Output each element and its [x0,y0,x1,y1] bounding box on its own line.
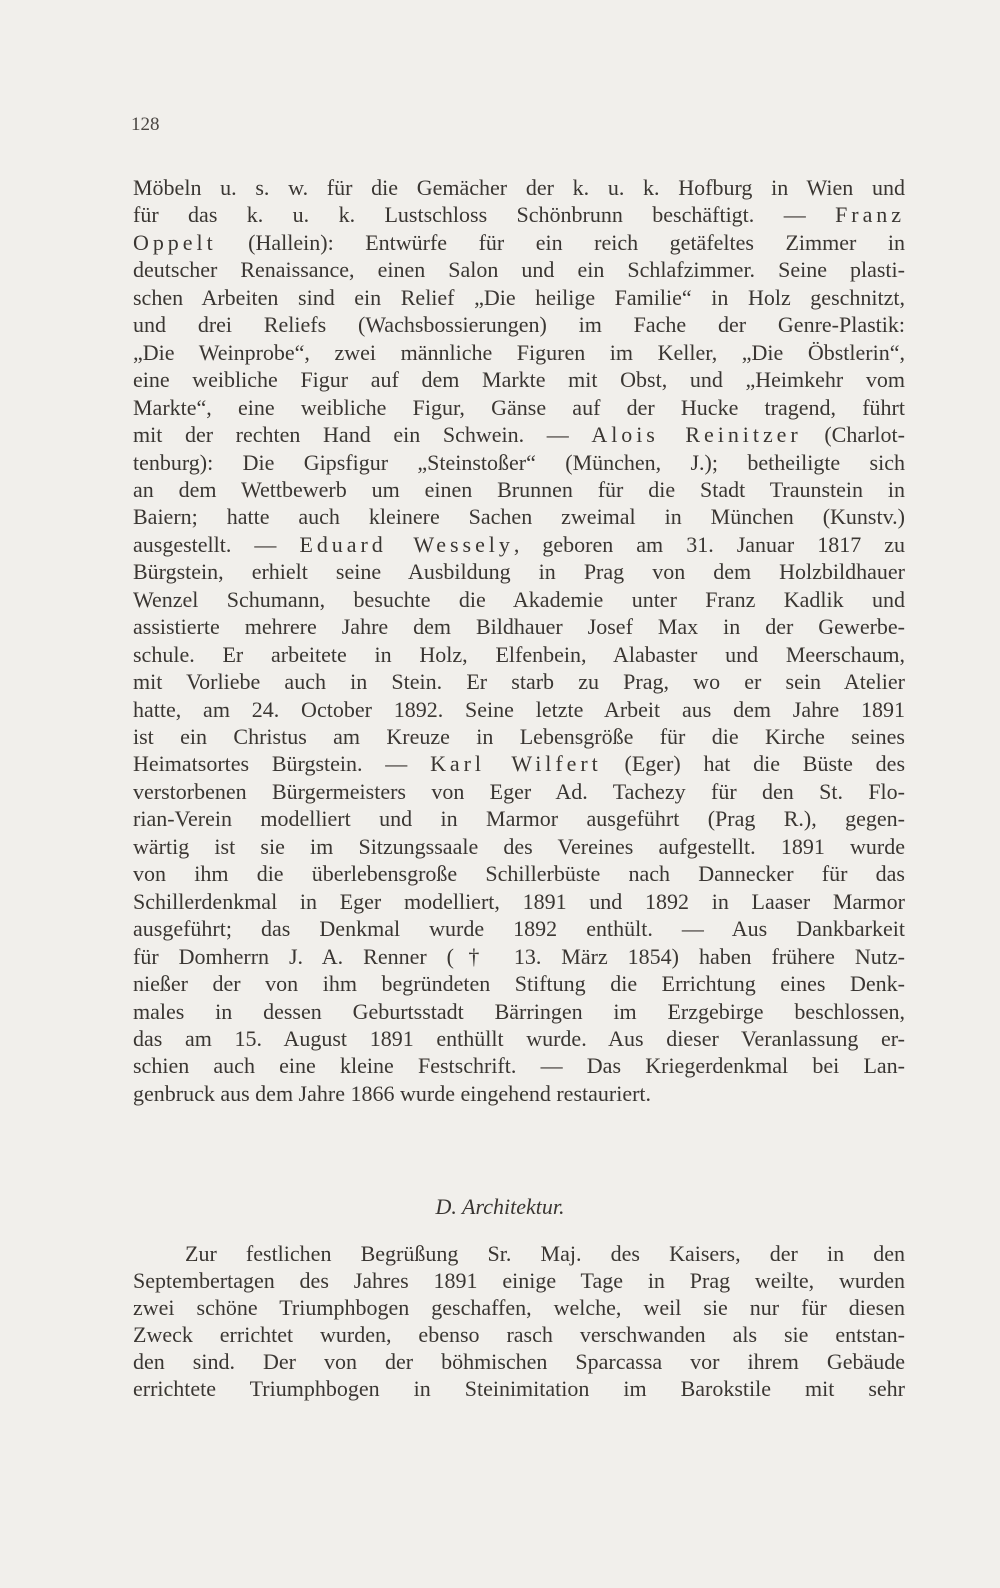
line-segment: wärtig ist sie im Sitzungssaale des Vereines aufgestellt. 1891 wurde [133,833,905,859]
line-segment: das am 15. August 1891 enthüllt wurde. Aus dieser Veranlassung er- [133,1025,905,1051]
line-segment: schen Arbeiten sind ein Relief „Die heilige Familie“ in Holz geschnitzt, [133,284,905,310]
text-line [133,558,905,585]
line-segment: eine weibliche Figur auf dem Markte mit Obst, und „Heimkehr vom [133,367,905,393]
line-segment: ausgestellt. — [133,531,300,557]
line-segment: Septembertagen des Jahres 1891 einige Tage in Prag weilte, wurden [133,1267,905,1293]
text-line [133,1294,905,1321]
person-name: Oppelt [133,229,217,255]
line-segment: ist ein Christus am Kreuze in Lebensgröße für die Kirche seines [133,724,905,749]
line-segment: zwei schöne Triumphbogen geschaffen, welche, weil sie nur für diesen [133,1294,905,1320]
text-line [133,696,905,723]
line-segment: schule. Er arbeitete in Holz, Elfenbein, Alabaster und Meerschaum, [133,641,905,667]
line-segment: Heimatsortes Bürgstein. — [133,751,431,777]
line-segment: Schillerdenkmal in Eger modelliert, 1891 und 1892 in Laaser Marmor [133,888,905,914]
text-line [133,1080,905,1107]
person-name: Alois Reinitzer [591,422,802,448]
line-segment: schien auch eine kleine Festschrift. — Das Kriegerdenkmal bei Lan- [133,1053,905,1079]
text-line [133,943,905,970]
text-line [133,394,905,421]
line-segment: rian-Verein modelliert und in Marmor ausgeführt (Prag R.), gegen- [133,806,905,832]
text-line [133,833,905,860]
text-line [133,915,905,942]
text-line [133,339,905,366]
text-line [133,201,905,228]
line-segment: (Hallein): Entwürfe für ein reich getäfeltes Zimmer in [216,229,905,255]
line-segment: Markte“, eine weibliche Figur, Gänse auf der Hucke tragend, führt [133,394,905,420]
line-segment: Möbeln u. s. w. für die Gemächer der k. u. k. Hofburg in Wien und [133,175,905,200]
line-segment: verstorbenen Bürgermeisters von Eger Ad. Tachezy für den St. Flo- [133,778,905,804]
line-segment: Baiern; hatte auch kleinere Sachen zweimal in München (Kunstv.) [133,504,905,530]
line-segment: deutscher Renaissance, einen Salon und ein Schlafzimmer. Seine plasti- [133,257,905,283]
line-segment: (Charlot- [801,422,905,448]
line-segment: ausgeführt; das Denkmal wurde 1892 enthült. — Aus Dankbarkeit [133,916,905,942]
text-line [185,1240,905,1267]
line-segment: hatte, am 24. October 1892. Seine letzte Arbeit aus dem Jahre 1891 [133,696,905,722]
text-line [133,613,905,640]
text-line [133,586,905,613]
person-name: Franz [835,202,905,228]
line-segment: den sind. Der von der böhmischen Sparcassa vor ihrem Gebäude [133,1348,905,1374]
line-segment: assistierte mehrere Jahre dem Bildhauer Josef Max in der Gewerbe- [133,614,905,640]
text-line [133,641,905,668]
text-line [133,1375,905,1402]
line-segment: für das k. u. k. Lustschloss Schönbrunn beschäftigt. — [133,202,836,228]
text-line [133,998,905,1025]
line-segment: Bürgstein, erhielt seine Ausbildung in Prag von dem Holzbildhauer [133,559,905,585]
text-line [133,1267,905,1294]
text-line [133,970,905,997]
line-segment: mit Vorliebe auch in Stein. Er starb zu Prag, wo er sein Atelier [133,669,905,695]
line-segment: errichtete Triumphbogen in Steinimitation im Barokstile mit sehr [133,1375,905,1401]
text-line [133,311,905,338]
text-line [133,476,905,503]
text-line [133,805,905,832]
text-line [133,1321,905,1348]
section-heading: D. Architektur. [435,1194,565,1219]
text-line [133,1025,905,1052]
text-line [133,778,905,805]
line-segment: genbruck aus dem Jahre 1866 wurde eingehend restauriert. [133,1080,652,1106]
text-line [133,284,905,311]
text-line [133,860,905,887]
text-line [133,1348,905,1375]
line-segment: (Eger) hat die Büste des [601,751,905,777]
line-segment: Zur festlichen Begrüßung Sr. Maj. des Kaisers, der in den [185,1241,905,1266]
text-line [133,174,905,201]
line-segment: an dem Wettbewerb um einen Brunnen für die Stadt Traunstein in [133,476,905,502]
text-line [133,421,905,448]
text-line [133,366,905,393]
line-segment: für Domherrn J. A. Renner († 13. März 1854) haben frühere Nutz- [133,943,905,969]
line-segment: tenburg): Die Gipsfigur „Steinstoßer“ (München, J.); betheiligte sich [133,449,905,475]
line-segment: , geboren am 31. Januar 1817 zu [513,531,905,557]
line-segment: nießer der von ihm begründeten Stiftung die Errichtung eines Denk- [133,971,905,997]
text-line [133,503,905,530]
text-line [133,229,905,256]
line-segment: Zweck errichtet wurden, ebenso rasch verschwanden als sie entstan- [133,1321,905,1347]
person-name: Karl Wilfert [430,751,602,777]
text-line [133,531,905,558]
text-line [133,449,905,476]
text-line [133,750,905,777]
line-segment: Wenzel Schumann, besuchte die Akademie unter Franz Kadlik und [133,586,905,612]
page-number: 128 [131,114,160,135]
line-segment: mit der rechten Hand ein Schwein. — [133,422,592,448]
text-line [133,888,905,915]
line-segment: males in dessen Geburtsstadt Bärringen im Erzgebirge beschlossen, [133,998,905,1024]
text-line [133,1052,905,1079]
line-segment: und drei Reliefs (Wachsbossierungen) im Fache der Genre-Plastik: [133,312,905,338]
person-name: Eduard Wessely [299,531,514,557]
line-segment: von ihm die überlebensgroße Schillerbüste nach Dannecker für das [133,861,905,887]
text-line [133,256,905,283]
line-segment: „Die Weinprobe“, zwei männliche Figuren im Keller, „Die Öbstlerin“, [133,339,905,365]
text-line [133,723,905,750]
text-line [133,668,905,695]
